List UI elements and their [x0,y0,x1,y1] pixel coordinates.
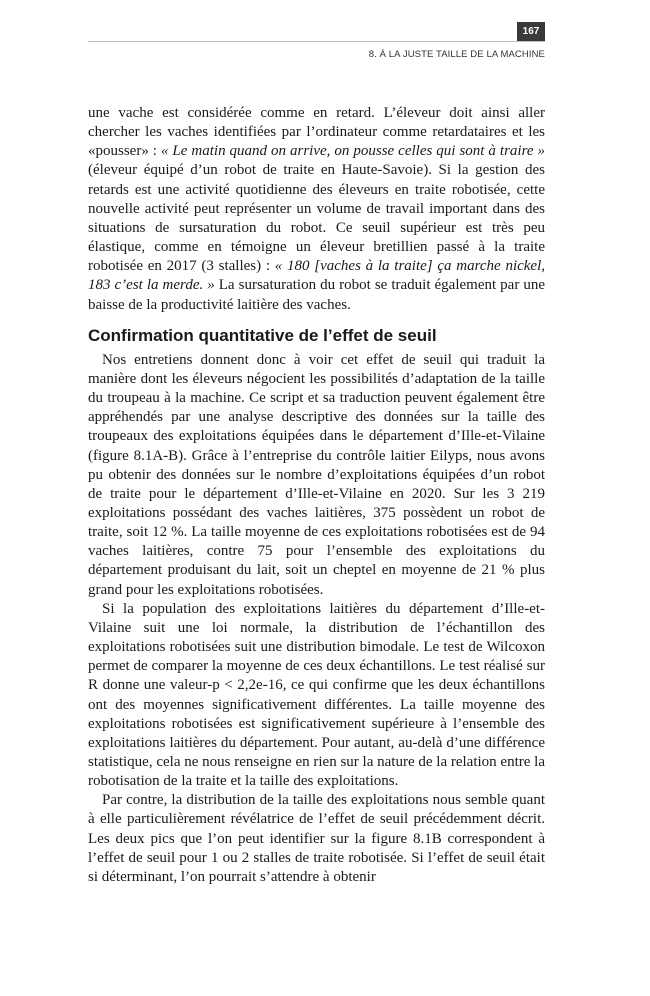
paragraph-1-text-c: La sursaturation du robot se traduit également par une baisse de la productivité laitière des vaches. [88,277,545,313]
section-heading: Confirmation quantitative de l’effet de seuil [88,325,437,345]
page-body [88,104,545,887]
quote-1: « Le matin quand on arrive, on pousse celles qui sont à traire » [160,143,545,160]
paragraph-1-text-b: (éleveur équipé d’un robot de traite en Haute-Savoie). Si la gestion des retards est une activité quotidienne des éleveurs en traite robotisée, cette nouvelle activité peut représenter un volume de travail important dans des situations de sursaturation du robot. Ce seuil supérieur est très peu élastique, comme en témoigne un éleveur bretillien passé à la traite robotisée en 2017 (3 stalles) : [88,162,545,275]
paragraph-2: Nos entretiens donnent donc à voir cet effet de seuil qui traduit la manière dont les éleveurs négocient les possibilités d’adaptation de la taille du troupeau à la machine. Ce script et sa traduction peuvent également être appréhendés par une analyse descriptive des données sur la taille des troupeaux des exploitations équipées dans le département d’Ille-et-Vilaine (figure 8.1A-B). Grâce à l’entreprise du contrôle laitier Eilyps, nous avons pu obtenir des données sur le nombre d’exploitations équipées d’un robot de traite pour le département d’Ille-et-Vilaine en 2020. Sur les 3 219 exploitations possédant des vaches laitières, 375 possèdent un robot de traite, soit 12 %. La taille moyenne de ces exploitations robotisées est de 94 vaches laitières, contre 75 pour l’ensemble des exploitations du département produisant du lait, soit un cheptel en moyenne de 21 % plus grand pour les exploitations robotisées. [88,351,545,598]
running-head: 8. À LA JUSTE TAILLE DE LA MACHINE [368,49,545,60]
quote-2: « 180 [vaches à la traite] ça marche nickel, 183 c’est la merde. » [88,258,546,294]
paragraph-3: Si la population des exploitations laitières du département d’Ille-et-Vilaine suit une loi normale, la distribution de l’échantillon des exploitations robotisées suit une distribution bimodale. Le test de Wilcoxon permet de comparer la moyenne de ces deux échantillons. Le test réalisé sur R donne une valeur-p < 2,2e-16, ce qui confirme que les deux échantillons ont des moyennes significativement différentes. La taille moyenne des exploitations robotisées est significativement supérieure à l’ensemble des exploitations laitières du département. Pour autant, au-delà d’une différence statistique, cela ne nous renseigne en rien sur la nature de la relation entre la robotisation de la traite et la taille des exploitations. [88,600,545,790]
paragraph-4: Par contre, la distribution de la taille des exploitations nous semble quant à elle particulièrement révélatrice de l’effet de seuil précédemment décrit. Les deux pics que l’on peut identifier sur la figure 8.1B correspondent à l’effet de seuil pour 1 ou 2 stalles de traite robotisée. Si l’effet de seuil était si déterminant, l’on pourrait s’attendre à obtenir [88,792,545,885]
paragraph-1 [88,104,545,315]
page-number: 167 [517,22,545,41]
paragraph-1-text-a: une vache est considérée comme en retard. L’éleveur doit ainsi aller chercher les vaches identifiées par l’ordinateur comme retardataires et les «pousser» : [88,105,545,160]
header-rule [88,41,545,42]
